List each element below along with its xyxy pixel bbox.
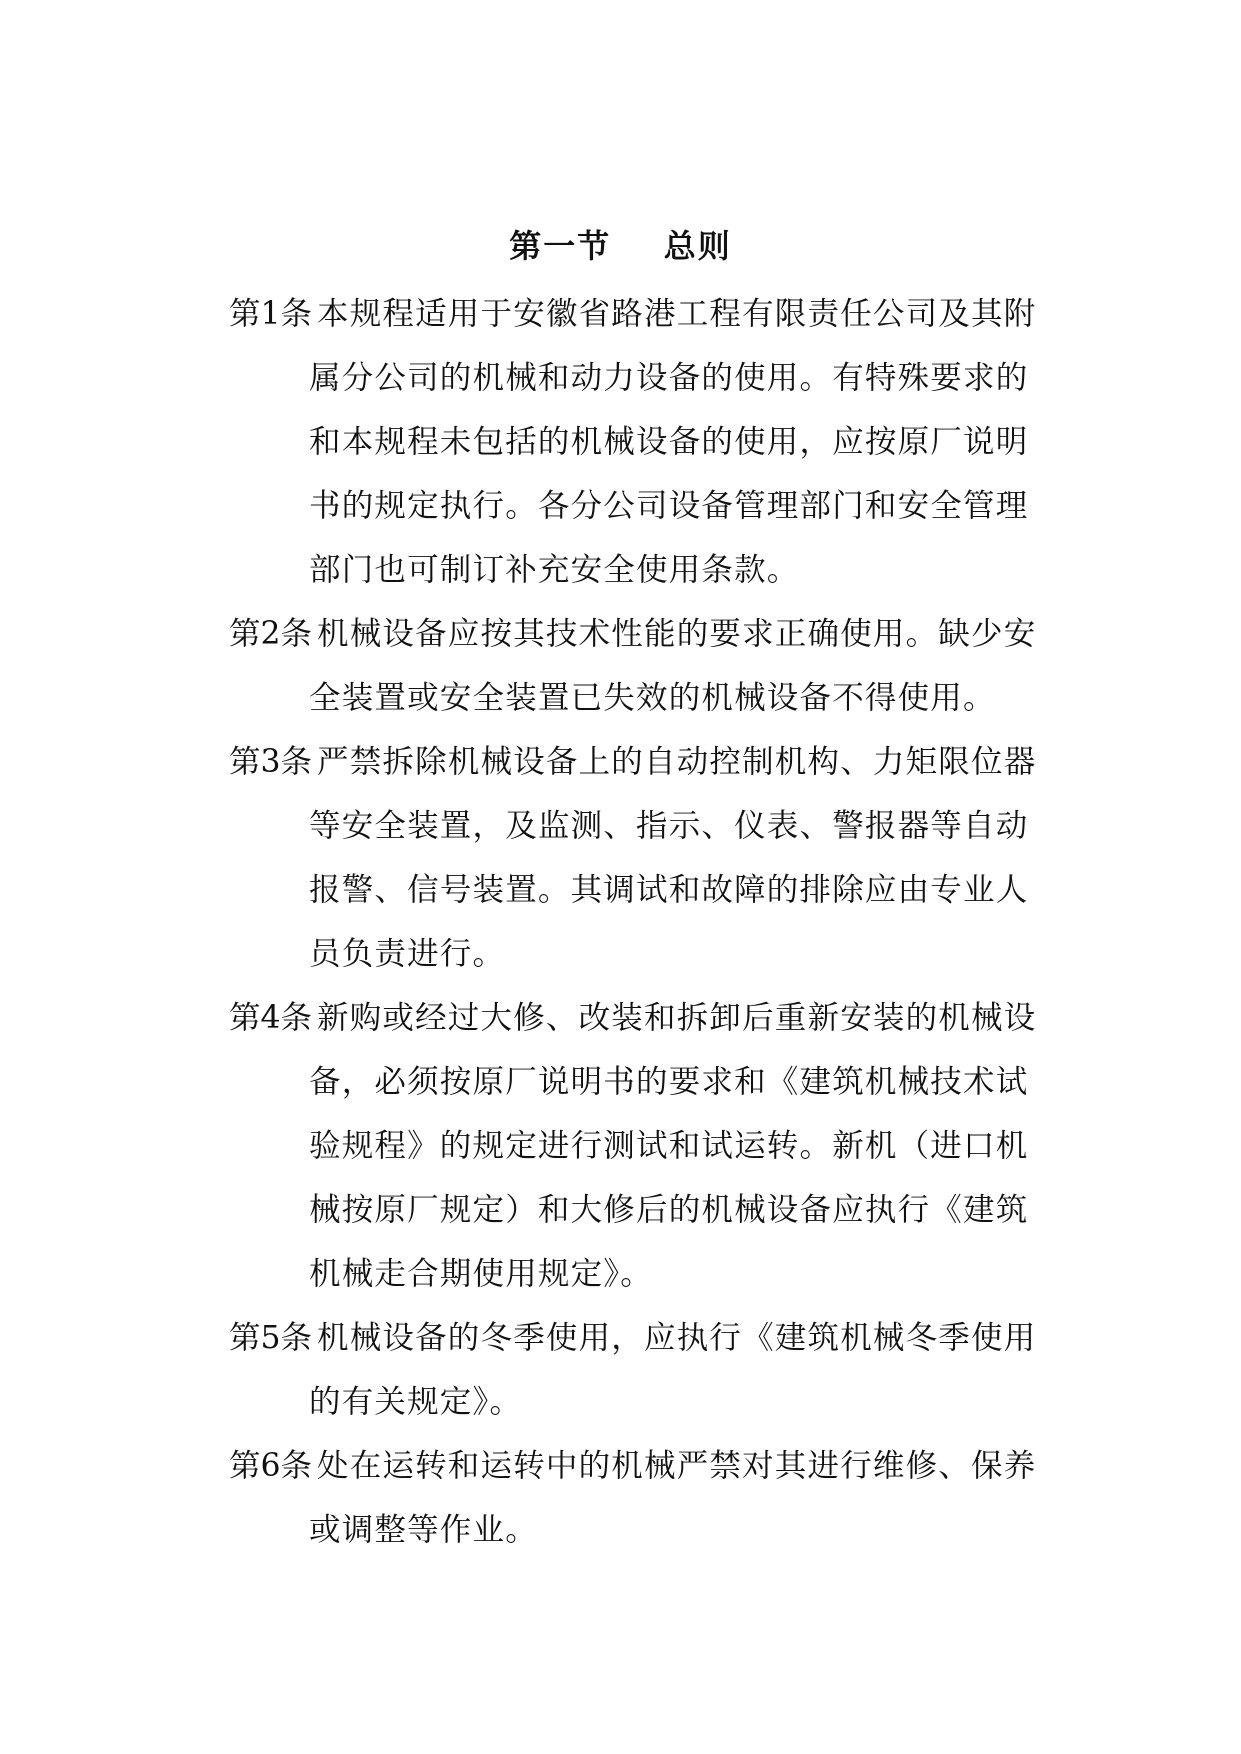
article-line xyxy=(229,1306,1059,1370)
article-3 xyxy=(229,730,1059,986)
section-title: 第一节 总则 xyxy=(509,227,732,265)
article-5 xyxy=(229,1306,1059,1434)
article-text: 械按原厂规定）和大修后的机械设备应执行《建筑 xyxy=(309,1192,1029,1228)
article-text: 部门也可制订补充安全使用条款。 xyxy=(309,552,800,588)
article-number: 第5条 xyxy=(229,1320,313,1356)
article-text: 验规程》的规定进行测试和试运转。新机（进口机 xyxy=(309,1128,1029,1164)
article-line xyxy=(229,602,1059,666)
article-line xyxy=(229,1434,1059,1498)
article-line xyxy=(229,730,1059,794)
article-text: 新购或经过大修、改装和拆卸后重新安装的机械设 xyxy=(317,1000,1037,1036)
article-1 xyxy=(229,282,1059,602)
article-text: 机械设备应按其技术性能的要求正确使用。缺少安 xyxy=(317,616,1037,652)
article-text: 备，必须按原厂说明书的要求和《建筑机械技术试 xyxy=(309,1064,1029,1100)
article-text: 的有关规定》。 xyxy=(309,1384,523,1420)
article-line xyxy=(229,986,1059,1050)
article-text: 严禁拆除机械设备上的自动控制机构、力矩限位器 xyxy=(317,744,1037,780)
article-line xyxy=(229,282,1059,346)
article-text: 报警、信号装置。其调试和故障的排除应由专业人 xyxy=(309,872,1029,908)
article-number: 第6条 xyxy=(229,1448,313,1484)
article-2 xyxy=(229,602,1059,730)
article-text: 处在运转和运转中的机械严禁对其进行维修、保养 xyxy=(317,1448,1037,1484)
article-6 xyxy=(229,1434,1059,1562)
article-text: 等安全装置，及监测、指示、仪表、警报器等自动 xyxy=(309,808,1029,844)
article-list xyxy=(229,282,1059,1562)
article-number: 第3条 xyxy=(229,744,313,780)
article-text: 机械设备的冬季使用，应执行《建筑机械冬季使用 xyxy=(317,1320,1037,1356)
article-number: 第4条 xyxy=(229,1000,313,1036)
article-number: 第2条 xyxy=(229,616,313,652)
article-text: 员负责进行。 xyxy=(309,936,506,972)
article-text: 和本规程未包括的机械设备的使用，应按原厂说明 xyxy=(309,424,1029,460)
article-number: 第1条 xyxy=(229,296,313,332)
article-text: 机械走合期使用规定》。 xyxy=(309,1256,653,1292)
article-text: 本规程适用于安徽省路港工程有限责任公司及其附 xyxy=(317,296,1037,332)
article-text: 或调整等作业。 xyxy=(309,1512,538,1548)
article-4 xyxy=(229,986,1059,1306)
article-text: 书的规定执行。各分公司设备管理部门和安全管理 xyxy=(309,488,1029,524)
article-text: 属分公司的机械和动力设备的使用。有特殊要求的 xyxy=(309,360,1029,396)
article-text: 全装置或安全装置已失效的机械设备不得使用。 xyxy=(309,680,996,716)
